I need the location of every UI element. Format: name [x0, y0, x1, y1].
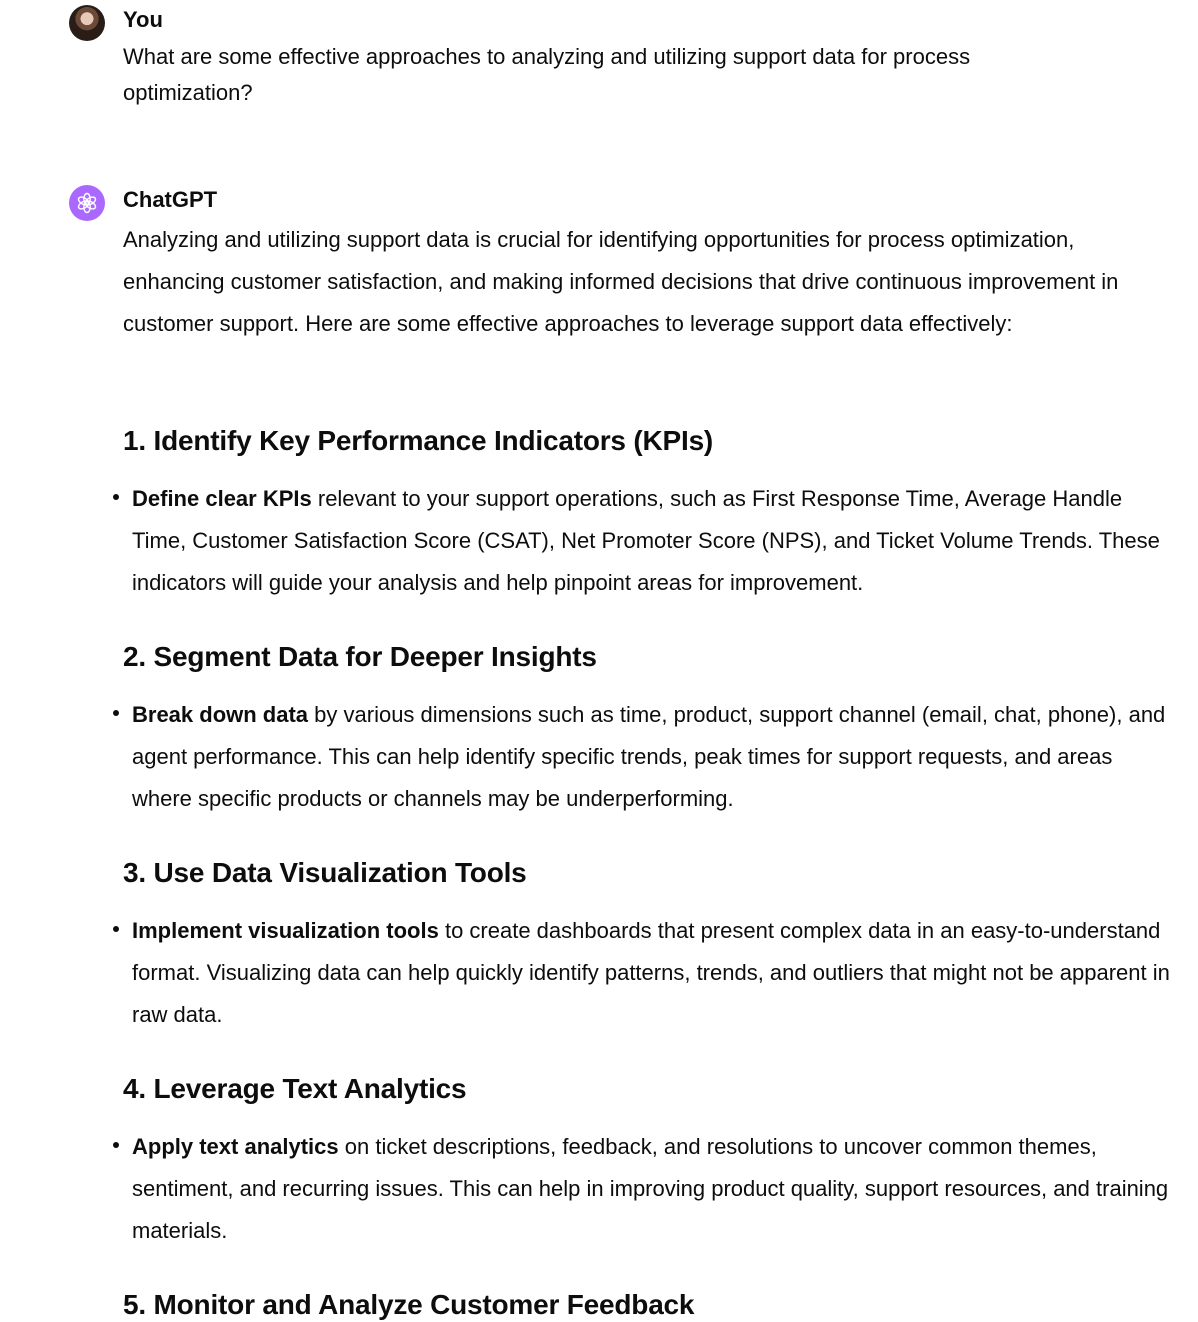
section-heading: 5. Monitor and Analyze Customer Feedback — [123, 1289, 695, 1320]
section-5 — [123, 1288, 1173, 1322]
assistant-author-name: ChatGPT — [123, 187, 218, 212]
list-item-text: to create dashboards that present complex data in an easy-to-understand format. Visualizing data can help quickly identify patterns, trends, and outliers that might not be apparent in raw data. — [132, 918, 1170, 1027]
intro-paragraph: Analyzing and utilizing support data is crucial for identifying opportunities for process optimization, enhancing customer satisfaction, and making informed decisions that drive continuous improvement in customer support. Here are some effective approaches to leverage support data effectively: — [123, 227, 1119, 336]
list-item — [123, 910, 1173, 1036]
assistant-avatar — [69, 185, 105, 221]
assistant-intro — [123, 219, 1143, 345]
list-item-bold: Define clear KPIs — [132, 486, 312, 511]
section-3 — [123, 856, 1173, 1036]
user-author-name: You — [123, 7, 163, 32]
list-item-text: relevant to your support operations, such as First Response Time, Average Handle Time, Customer Satisfaction Score (CSAT), Net Promoter Score (NPS), and Ticket Volume Trends. These indicators will guide your analysis and help pinpoint areas for improvement. — [132, 486, 1160, 595]
openai-logo-icon — [75, 191, 99, 215]
list-item — [123, 478, 1173, 604]
section-heading: 3. Use Data Visualization Tools — [123, 857, 527, 888]
list-item-text: on ticket descriptions, feedback, and resolutions to uncover common themes, sentiment, and recurring issues. This can help in improving product quality, support resources, and training materials. — [132, 1134, 1169, 1243]
section-1 — [123, 424, 1173, 604]
user-avatar — [69, 5, 105, 41]
list-item — [123, 1126, 1173, 1252]
section-heading: 4. Leverage Text Analytics — [123, 1073, 467, 1104]
section-4 — [123, 1072, 1173, 1252]
section-2 — [123, 640, 1173, 820]
list-item-text: by various dimensions such as time, product, support channel (email, chat, phone), and agent performance. This can help identify specific trends, peak times for support requests, and areas where specific products or channels may be underperforming. — [132, 702, 1166, 811]
list-item-bold: Implement visualization tools — [132, 918, 439, 943]
list-item — [123, 694, 1173, 820]
list-item-bold: Apply text analytics — [132, 1134, 339, 1159]
section-heading: 2. Segment Data for Deeper Insights — [123, 641, 597, 672]
list-item-bold: Break down data — [132, 702, 309, 727]
user-message-text: What are some effective approaches to analyzing and utilizing support data for process optimization? — [123, 44, 971, 105]
section-heading: 1. Identify Key Performance Indicators (KPIs) — [123, 425, 714, 456]
